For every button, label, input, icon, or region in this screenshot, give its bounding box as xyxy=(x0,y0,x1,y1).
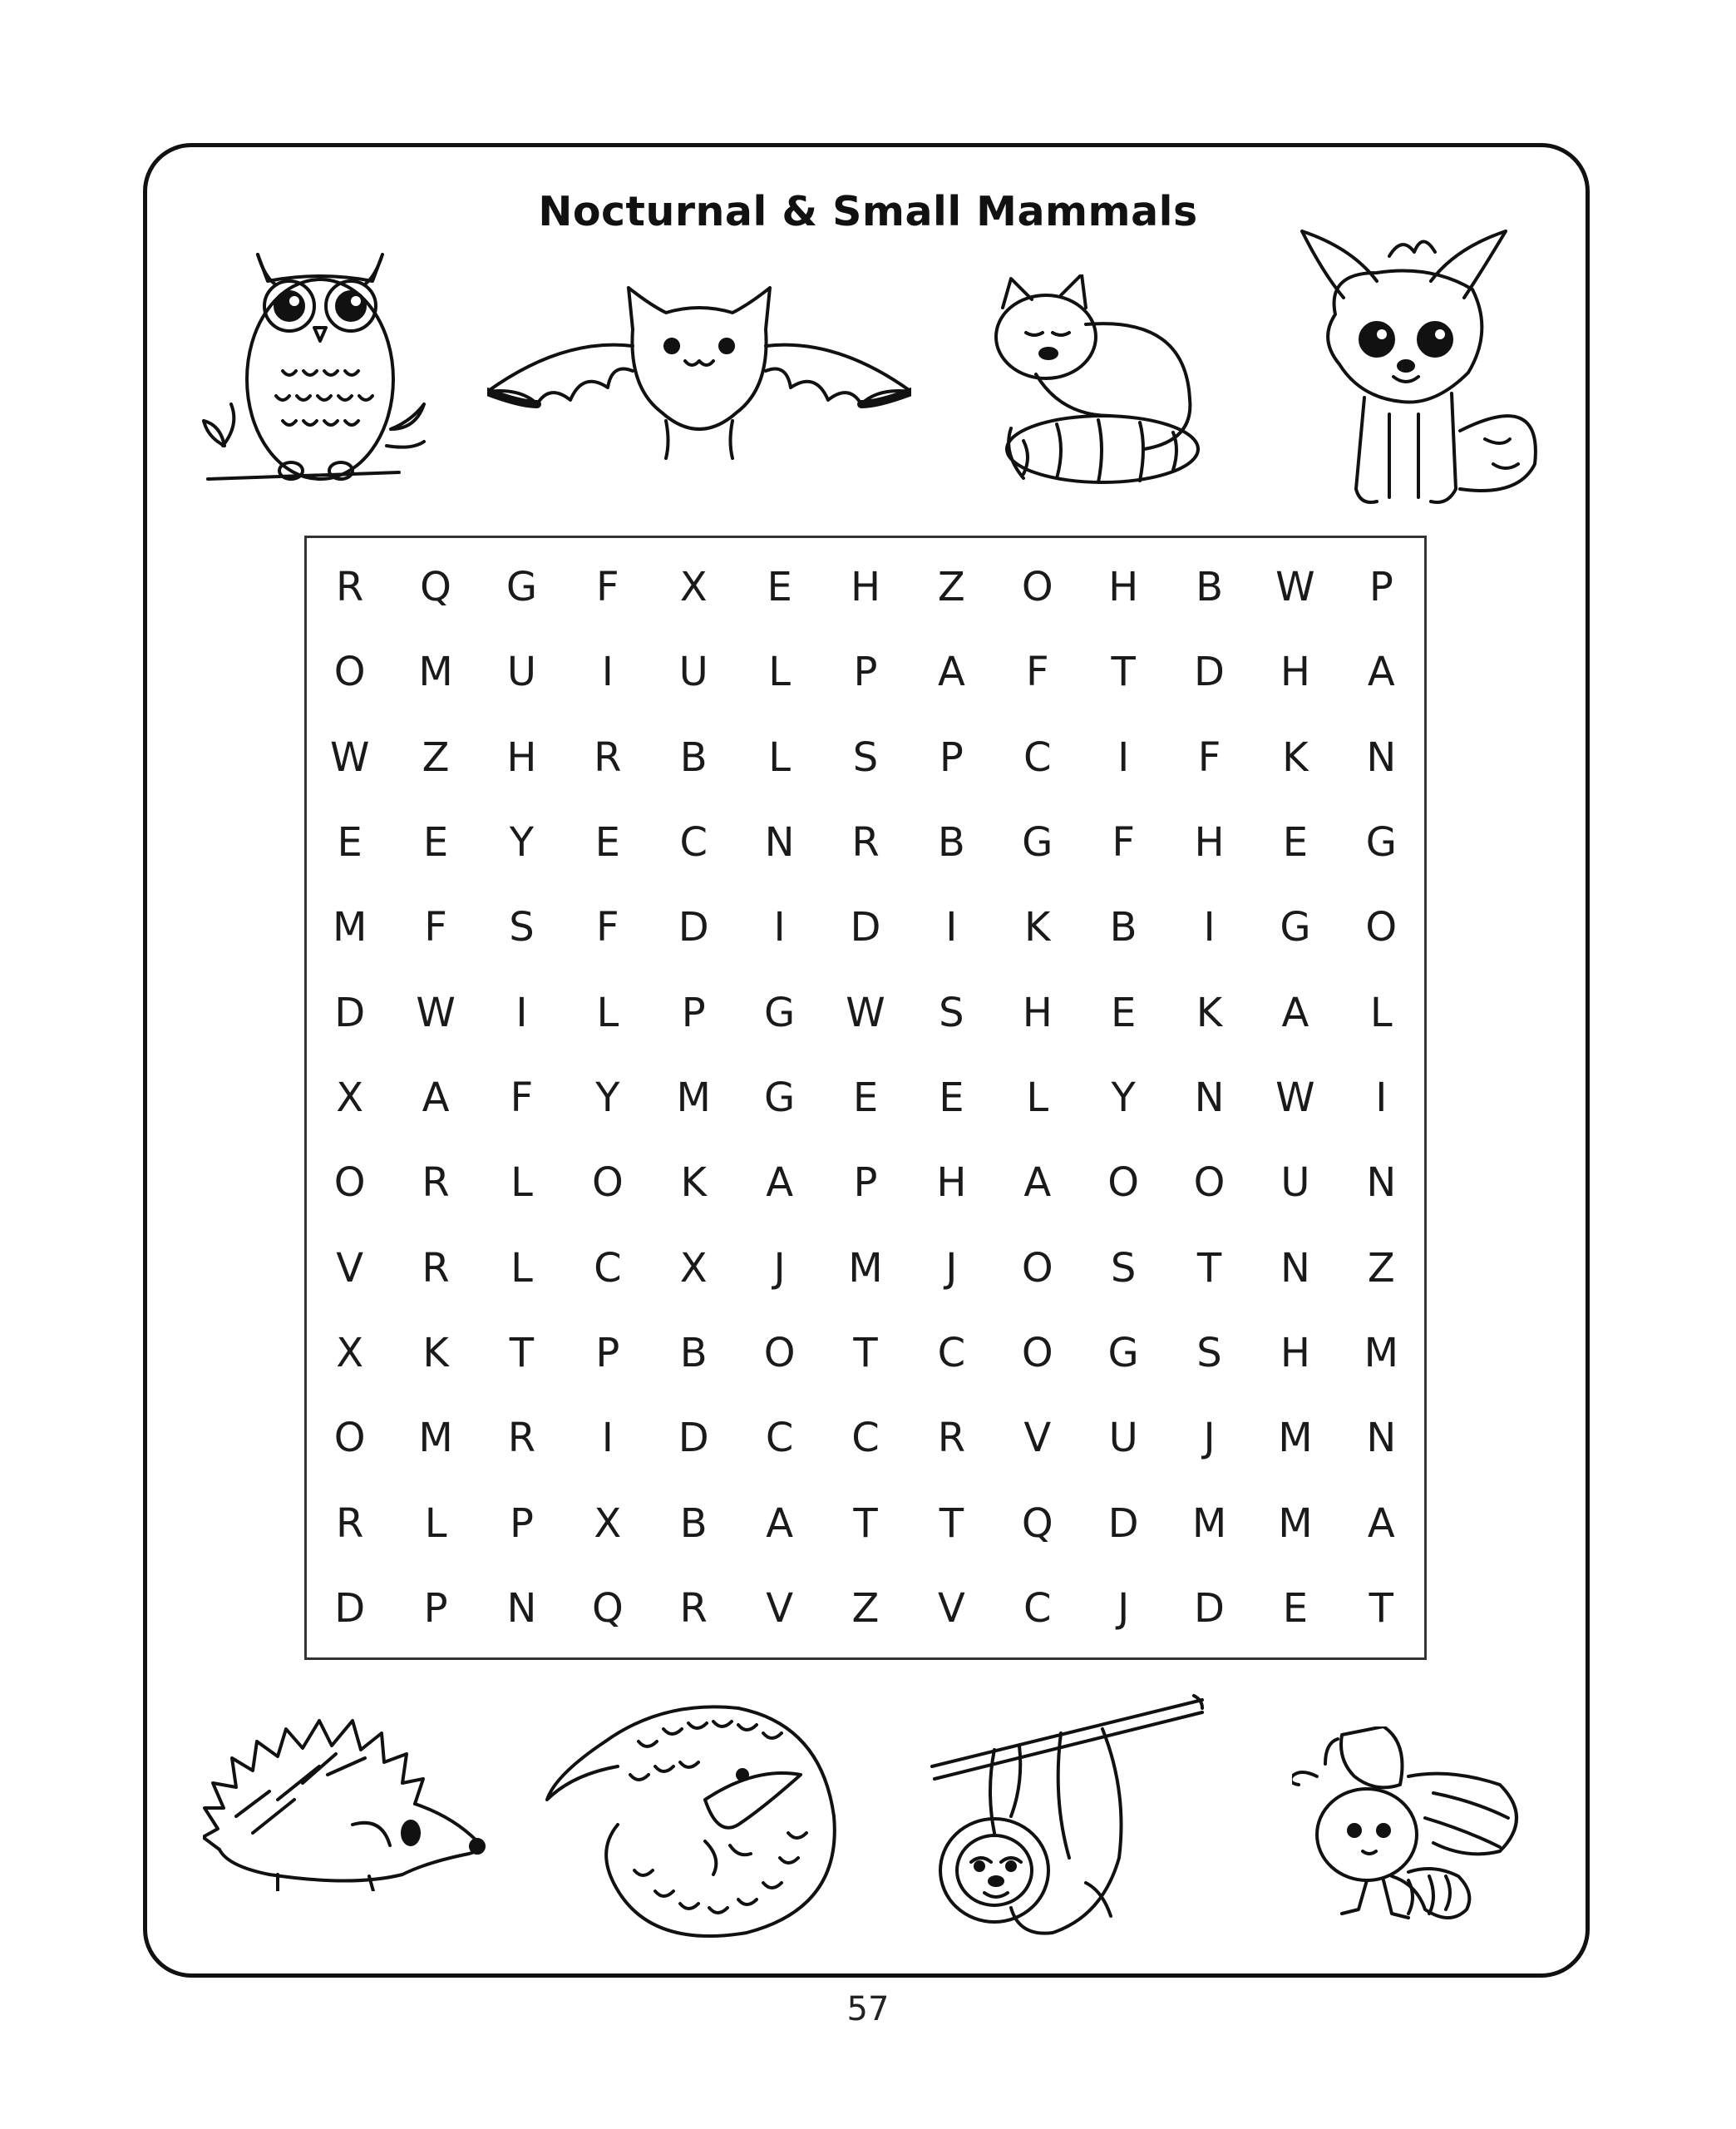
grid-cell: V xyxy=(336,1244,364,1292)
grid-cell: P xyxy=(853,649,878,696)
grid-cell: G xyxy=(506,564,538,611)
grid-cell: I xyxy=(515,989,528,1036)
grid-cell: E xyxy=(852,1074,879,1121)
grid-cell: D xyxy=(334,989,366,1036)
grid-cell: U xyxy=(678,649,708,696)
grid-cell: H xyxy=(850,564,881,611)
grid-cell: X xyxy=(336,1329,364,1376)
grid-cell: X xyxy=(594,1499,622,1547)
grid-cell: T xyxy=(853,1499,878,1547)
grid-cell: P xyxy=(939,734,964,781)
grid-cell: V xyxy=(766,1584,794,1632)
grid-cell: M xyxy=(1364,1329,1398,1376)
grid-cell: B xyxy=(679,1499,708,1547)
grid-cell: C xyxy=(679,819,708,867)
hedgehog-illustration xyxy=(203,1692,491,1891)
grid-cell: E xyxy=(939,1074,964,1121)
grid-cell: K xyxy=(1024,904,1051,951)
grid-cell: Y xyxy=(595,1074,620,1121)
grid-cell: B xyxy=(1109,904,1137,951)
grid-cell: I xyxy=(601,1415,614,1462)
grid-cell: S xyxy=(852,734,879,781)
grid-cell: A xyxy=(1281,989,1309,1036)
grid-cell: X xyxy=(679,1244,708,1292)
grid-cell: O xyxy=(1021,564,1053,611)
pangolin-illustration xyxy=(539,1692,846,1941)
grid-cell: F xyxy=(1197,734,1221,781)
letter-grid xyxy=(307,538,1424,1657)
grid-cell: Q xyxy=(591,1584,624,1632)
grid-cell: L xyxy=(424,1499,447,1547)
grid-cell: H xyxy=(1194,819,1225,867)
grid-cell: T xyxy=(1196,1244,1222,1292)
grid-cell: F xyxy=(424,904,447,951)
grid-cell: N xyxy=(1366,734,1397,781)
grid-cell: R xyxy=(507,1415,536,1462)
grid-cell: Y xyxy=(1111,1074,1136,1121)
grid-cell: N xyxy=(764,819,795,867)
grid-cell: N xyxy=(1194,1074,1225,1121)
grid-cell: K xyxy=(422,1329,449,1376)
grid-cell: Z xyxy=(851,1584,880,1632)
grid-cell: E xyxy=(1282,819,1309,867)
grid-cell: J xyxy=(1203,1415,1216,1462)
word-search-grid xyxy=(304,536,1427,1660)
grid-cell: A xyxy=(766,1499,794,1547)
grid-cell: C xyxy=(1023,734,1052,781)
grid-cell: N xyxy=(506,1584,537,1632)
grid-cell: Q xyxy=(420,564,451,611)
grid-cell: M xyxy=(1278,1499,1313,1547)
grid-cell: O xyxy=(763,1329,796,1376)
grid-cell: P xyxy=(1369,564,1393,611)
grid-cell: F xyxy=(1025,649,1049,696)
grid-cell: H xyxy=(1280,649,1310,696)
grid-cell: C xyxy=(1023,1584,1052,1632)
grid-cell: H xyxy=(1280,1329,1310,1376)
grid-cell: A xyxy=(1367,649,1395,696)
grid-cell: R xyxy=(937,1415,966,1462)
grid-cell: L xyxy=(768,734,791,781)
grid-cell: R xyxy=(679,1584,708,1632)
grid-cell: F xyxy=(1112,819,1135,867)
grid-cell: A xyxy=(1367,1499,1395,1547)
grid-cell: M xyxy=(332,904,367,951)
fox-illustration xyxy=(1294,223,1543,514)
grid-cell: O xyxy=(591,1159,624,1207)
grid-cell: B xyxy=(1196,564,1223,611)
grid-cell: A xyxy=(1023,1159,1052,1207)
grid-cell: F xyxy=(510,1074,534,1121)
grid-cell: E xyxy=(594,819,620,867)
grid-cell: M xyxy=(1191,1499,1227,1547)
grid-cell: S xyxy=(1196,1329,1222,1376)
grid-cell: U xyxy=(506,649,537,696)
grid-cell: B xyxy=(679,1329,708,1376)
grid-cell: L xyxy=(768,649,791,696)
bat-illustration xyxy=(487,279,911,462)
grid-cell: S xyxy=(939,989,964,1036)
grid-cell: D xyxy=(1194,1584,1226,1632)
grid-cell: A xyxy=(937,649,965,696)
grid-cell: L xyxy=(1369,989,1393,1036)
grid-cell: D xyxy=(334,1584,366,1632)
grid-cell: W xyxy=(329,734,370,781)
grid-cell: T xyxy=(853,1329,878,1376)
grid-cell: F xyxy=(596,564,619,611)
grid-cell: D xyxy=(850,904,881,951)
grid-cell: V xyxy=(1023,1415,1052,1462)
grid-cell: S xyxy=(509,904,535,951)
grid-cell: H xyxy=(1022,989,1053,1036)
grid-cell: K xyxy=(1282,734,1309,781)
grid-cell: K xyxy=(680,1159,707,1207)
grid-cell: L xyxy=(1026,1074,1049,1121)
grid-cell: I xyxy=(601,649,614,696)
grid-cell: L xyxy=(510,1244,533,1292)
grid-cell: D xyxy=(678,1415,709,1462)
grid-cell: J xyxy=(1117,1584,1130,1632)
grid-cell: O xyxy=(1107,1159,1140,1207)
grid-cell: N xyxy=(1366,1415,1397,1462)
grid-cell: I xyxy=(1375,1074,1388,1121)
grid-cell: C xyxy=(594,1244,622,1292)
grid-cell: B xyxy=(937,819,965,867)
grid-cell: M xyxy=(848,1244,883,1292)
grid-cell: T xyxy=(1369,1584,1393,1632)
grid-cell: Z xyxy=(937,564,965,611)
grid-cell: G xyxy=(1365,819,1397,867)
grid-cell: C xyxy=(765,1415,794,1462)
grid-cell: D xyxy=(678,904,709,951)
grid-cell: I xyxy=(773,904,786,951)
grid-cell: R xyxy=(336,564,364,611)
grid-cell: G xyxy=(1107,1329,1139,1376)
grid-cell: M xyxy=(676,1074,711,1121)
grid-cell: R xyxy=(594,734,622,781)
owl-illustration xyxy=(200,238,441,496)
grid-cell: E xyxy=(422,819,449,867)
grid-cell: P xyxy=(423,1584,448,1632)
grid-cell: W xyxy=(1275,564,1315,611)
grid-cell: B xyxy=(679,734,708,781)
grid-cell: C xyxy=(851,1415,880,1462)
grid-cell: V xyxy=(937,1584,965,1632)
grid-cell: M xyxy=(418,1415,453,1462)
grid-cell: W xyxy=(1275,1074,1315,1121)
grid-cell: T xyxy=(1111,649,1136,696)
grid-cell: E xyxy=(1282,1584,1309,1632)
grid-cell: U xyxy=(1108,1415,1138,1462)
grid-cell: M xyxy=(418,649,453,696)
grid-cell: E xyxy=(767,564,792,611)
grid-cell: R xyxy=(422,1159,450,1207)
grid-cell: O xyxy=(1021,1329,1053,1376)
grid-cell: P xyxy=(853,1159,878,1207)
grid-cell: G xyxy=(1280,904,1311,951)
grid-cell: F xyxy=(596,904,619,951)
grid-cell: T xyxy=(509,1329,535,1376)
grid-cell: P xyxy=(509,1499,534,1547)
grid-cell: O xyxy=(1193,1159,1226,1207)
grid-cell: O xyxy=(1365,904,1398,951)
grid-cell: E xyxy=(1110,989,1137,1036)
page-title: Nocturnal & Small Mammals xyxy=(538,188,1198,235)
grid-cell: Z xyxy=(422,734,450,781)
grid-cell: G xyxy=(764,989,796,1036)
grid-cell: H xyxy=(506,734,537,781)
sloth-illustration xyxy=(928,1692,1211,1941)
grid-cell: T xyxy=(939,1499,964,1547)
grid-cell: G xyxy=(1022,819,1053,867)
grid-cell: A xyxy=(766,1159,794,1207)
grid-cell: M xyxy=(1278,1415,1313,1462)
grid-cell: U xyxy=(1280,1159,1310,1207)
grid-cell: J xyxy=(945,1244,958,1292)
grid-cell: O xyxy=(1021,1244,1053,1292)
grid-cell: L xyxy=(510,1159,533,1207)
grid-cell: J xyxy=(773,1244,786,1292)
grid-cell: W xyxy=(416,989,456,1036)
grid-cell: O xyxy=(333,649,366,696)
grid-cell: D xyxy=(1107,1499,1139,1547)
grid-cell: I xyxy=(1203,904,1216,951)
grid-cell: P xyxy=(681,989,706,1036)
grid-cell: R xyxy=(851,819,880,867)
grid-cell: O xyxy=(333,1415,366,1462)
grid-cell: Y xyxy=(509,819,535,867)
grid-cell: C xyxy=(937,1329,966,1376)
grid-cell: E xyxy=(337,819,362,867)
grid-cell: N xyxy=(1280,1244,1310,1292)
page-number: 57 xyxy=(846,1990,890,2028)
grid-cell: O xyxy=(333,1159,366,1207)
grid-cell: H xyxy=(936,1159,967,1207)
red-panda-illustration xyxy=(986,274,1211,491)
grid-cell: N xyxy=(1366,1159,1397,1207)
grid-cell: R xyxy=(422,1244,450,1292)
grid-cell: G xyxy=(764,1074,796,1121)
grid-cell: X xyxy=(336,1074,364,1121)
grid-cell: K xyxy=(1196,989,1223,1036)
grid-cell: H xyxy=(1108,564,1139,611)
firefly-illustration xyxy=(1292,1726,1541,1934)
grid-cell: P xyxy=(595,1329,620,1376)
grid-cell: Z xyxy=(1367,1244,1395,1292)
grid-cell: X xyxy=(679,564,708,611)
grid-cell: I xyxy=(1117,734,1130,781)
grid-cell: D xyxy=(1194,649,1226,696)
grid-cell: S xyxy=(1110,1244,1137,1292)
grid-cell: Q xyxy=(1021,1499,1053,1547)
grid-cell: L xyxy=(596,989,619,1036)
grid-cell: R xyxy=(336,1499,364,1547)
grid-cell: I xyxy=(945,904,958,951)
grid-cell: A xyxy=(422,1074,450,1121)
grid-cell: W xyxy=(846,989,885,1036)
